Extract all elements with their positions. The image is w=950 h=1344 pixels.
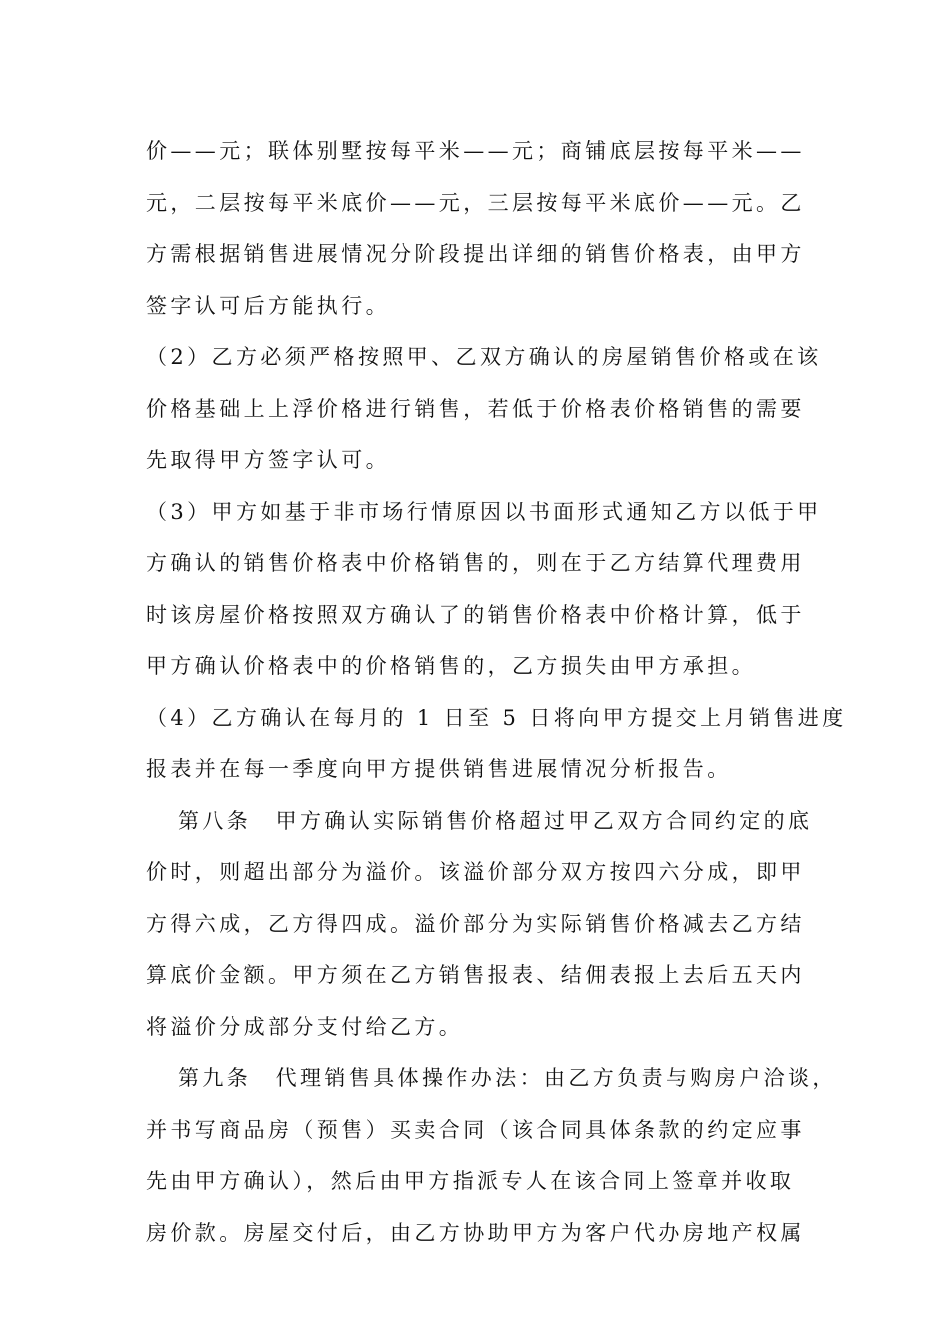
text-line: 价——元；联体别墅按每平米——元；商铺底层按每平米—— (146, 139, 805, 163)
text-line: 方需根据销售进展情况分阶段提出详细的销售价格表，由甲方 (146, 242, 805, 266)
clause-item-2: （2）乙方必须严格按照甲、乙双方确认的房屋销售价格或在该 (146, 345, 822, 369)
text-line: 报表并在每一季度向甲方提供销售进展情况分析报告。 (146, 757, 732, 781)
text-line: 价格基础上上浮价格进行销售，若低于价格表价格销售的需要 (146, 396, 805, 421)
text-line: 方得六成，乙方得四成。溢价部分为实际销售价格减去乙方结 (146, 911, 805, 936)
article-9-heading: 第九条 代理销售具体操作办法：由乙方负责与购房户洽谈， (178, 1066, 837, 1090)
text-line: 方确认的销售价格表中价格销售的，则在于乙方结算代理费用 (146, 551, 805, 575)
clause-item-4: （4）乙方确认在每月的 1 日至 5 日将向甲方提交上月销售进度 (146, 705, 847, 730)
text-line: 时该房屋价格按照双方确认了的销售价格表中价格计算，低于 (146, 602, 805, 627)
text-line: 价时，则超出部分为溢价。该溢价部分双方按四六分成，即甲 (146, 860, 805, 884)
text-line: 算底价金额。甲方须在乙方销售报表、结佣表报上去后五天内 (146, 963, 805, 987)
text-line: 先取得甲方签字认可。 (146, 448, 390, 472)
text-line: 先由甲方确认），然后由甲方指派专人在该合同上签章并收取 (146, 1169, 795, 1193)
clause-item-3: （3）甲方如基于非市场行情原因以书面形式通知乙方以低于甲 (146, 499, 822, 524)
text-line: 甲方确认价格表中的价格销售的，乙方损失由甲方承担。 (146, 654, 756, 678)
text-line: 元，二层按每平米底价——元，三层按每平米底价——元。乙 (146, 190, 805, 215)
text-line: 并书写商品房（预售）买卖合同（该合同具体条款的约定应事 (146, 1117, 805, 1142)
article-8-heading: 第八条 甲方确认实际销售价格超过甲乙双方合同约定的底 (178, 808, 813, 833)
text-line: 房价款。房屋交付后，由乙方协助甲方为客户代办房地产权属 (146, 1220, 805, 1245)
document-body (146, 126, 846, 1259)
text-line: 签字认可后方能执行。 (146, 293, 390, 318)
text-line: 将溢价分成部分支付给乙方。 (146, 1014, 464, 1039)
